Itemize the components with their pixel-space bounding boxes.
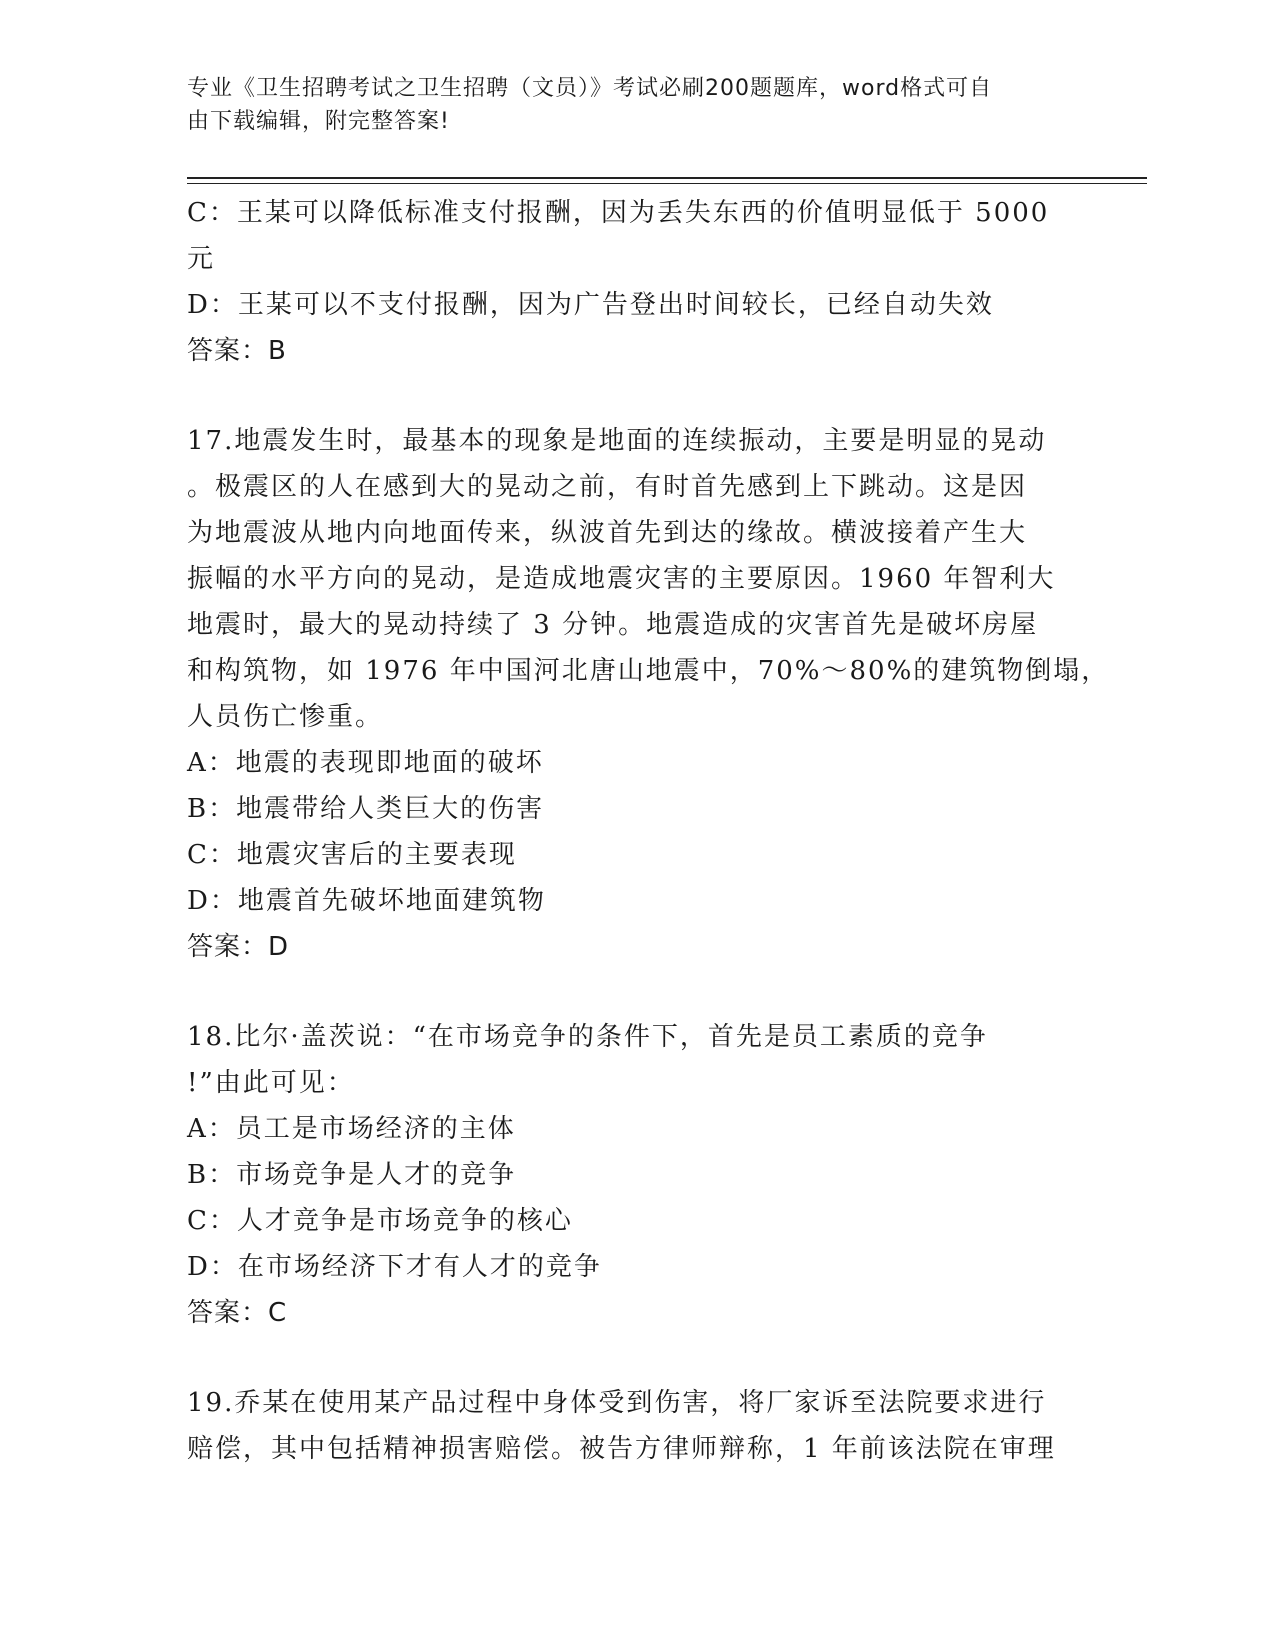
document-body xyxy=(187,190,1110,1472)
previous-question-tail xyxy=(187,190,1087,374)
question-text-line: 赔偿，其中包括精神损害赔偿。被告方律师辩称，1 年前该法院在审理 xyxy=(187,1434,1056,1464)
header-divider-thick xyxy=(187,177,1147,179)
option-d: D：地震首先破坏地面建筑物 xyxy=(187,886,546,916)
document-header xyxy=(187,72,1067,138)
option-c: C：地震灾害后的主要表现 xyxy=(187,840,517,870)
option-b: B：地震带给人类巨大的伤害 xyxy=(187,794,545,824)
question-text-line: 振幅的水平方向的晃动，是造成地震灾害的主要原因。1960 年智利大 xyxy=(187,564,1056,594)
answer: 答案：C xyxy=(187,1298,288,1328)
question-text-line: 17.地震发生时，最基本的现象是地面的连续振动，主要是明显的晃动 xyxy=(187,426,1047,456)
option-d: D：在市场经济下才有人才的竞争 xyxy=(187,1252,602,1282)
answer: 答案：D xyxy=(187,932,290,962)
question-19 xyxy=(187,1380,1087,1472)
question-text-line: 18.比尔·盖茨说：“在市场竞争的条件下，首先是员工素质的竞争 xyxy=(187,1022,988,1052)
question-18 xyxy=(187,1014,1087,1336)
question-text-line: 为地震波从地内向地面传来，纵波首先到达的缘故。横波接着产生大 xyxy=(187,518,1028,548)
answer: 答案：B xyxy=(187,336,287,366)
question-text-line: 地震时，最大的晃动持续了 3 分钟。地震造成的灾害首先是破坏房屋 xyxy=(187,610,1039,640)
option-a: A：地震的表现即地面的破坏 xyxy=(187,748,544,778)
header-line-1: 专业《卫生招聘考试之卫生招聘（文员）》考试必刷200题题库，word格式可自 xyxy=(187,76,993,101)
option-c: C：人才竞争是市场竞争的核心 xyxy=(187,1206,573,1236)
question-text-line: 19.乔某在使用某产品过程中身体受到伤害，将厂家诉至法院要求进行 xyxy=(187,1388,1047,1418)
option-b: B：市场竞争是人才的竞争 xyxy=(187,1160,517,1190)
header-divider-thin xyxy=(187,183,1147,184)
option-d: D：王某可以不支付报酬，因为广告登出时间较长，已经自动失效 xyxy=(187,290,994,320)
header-line-2: 由下载编辑，附完整答案! xyxy=(187,109,450,134)
question-17 xyxy=(187,418,1110,970)
option-c: C：王某可以降低标准支付报酬，因为丢失东西的价值明显低于 5000 xyxy=(187,198,1050,228)
option-c-continued: 元 xyxy=(187,244,216,274)
question-text-line: !”由此可见： xyxy=(187,1068,355,1098)
option-a: A：员工是市场经济的主体 xyxy=(187,1114,516,1144)
question-text-line: 人员伤亡惨重。 xyxy=(187,702,384,732)
question-text-line: 。极震区的人在感到大的晃动之前，有时首先感到上下跳动。这是因 xyxy=(187,472,1028,502)
question-text-line: 和构筑物，如 1976 年中国河北唐山地震中，70%～80%的建筑物倒塌， xyxy=(187,656,1110,686)
